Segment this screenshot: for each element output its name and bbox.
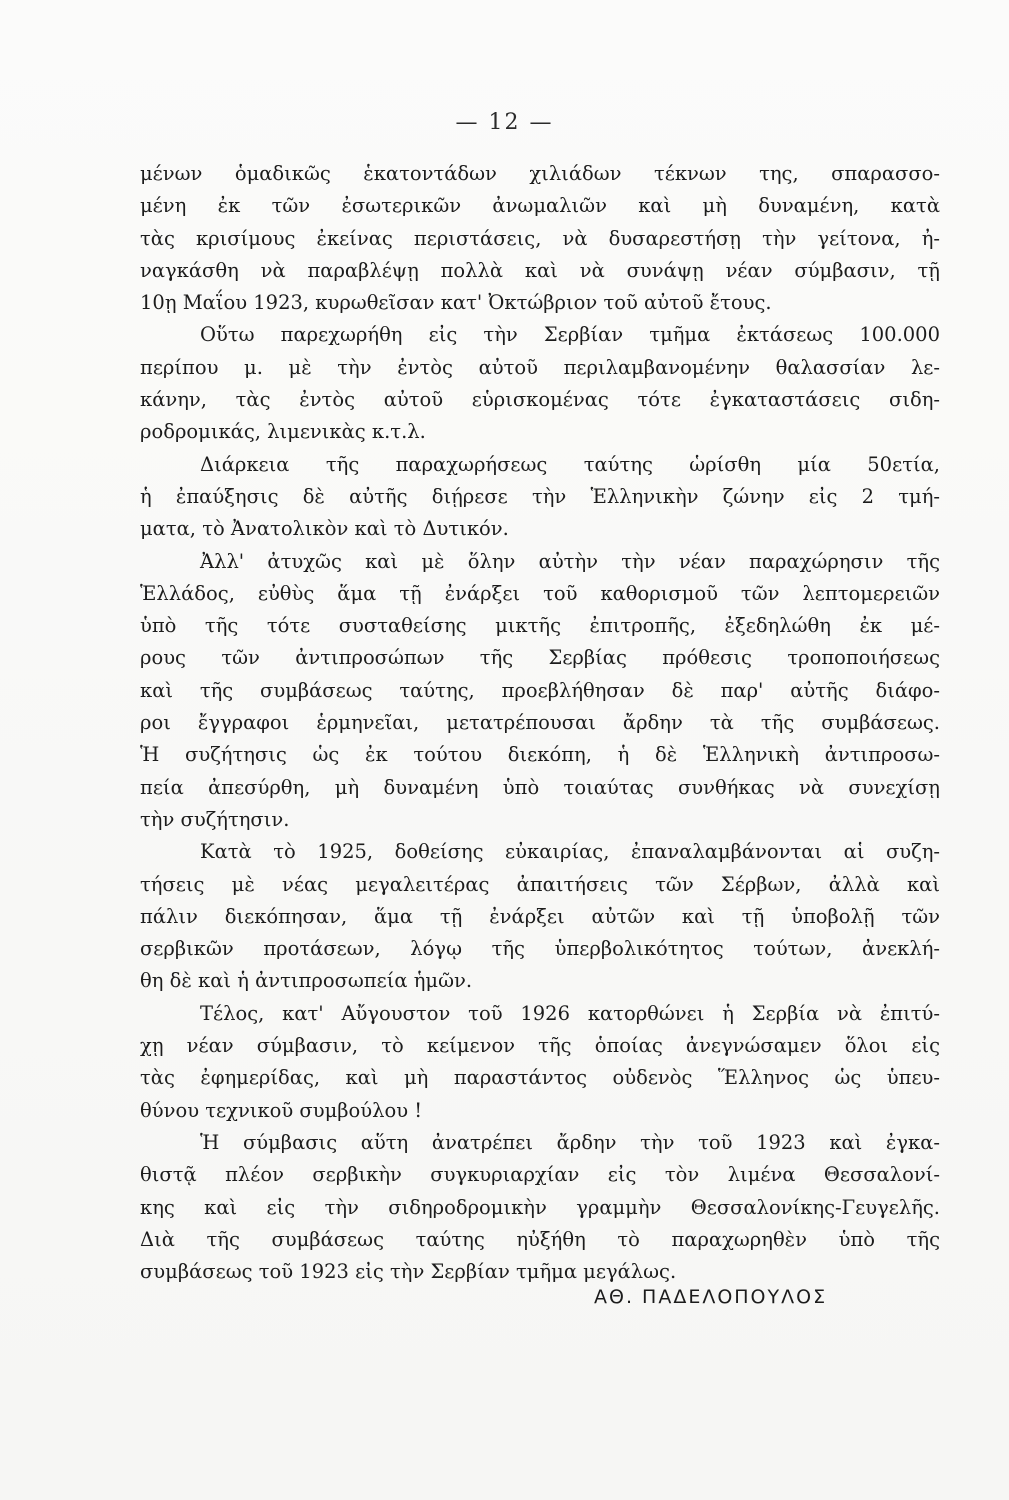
text-line: καὶ τῆς συμβάσεως ταύτης, προεβλήθησαν δὲ παρ' αὐτῆς διάφο- [140, 678, 940, 702]
text-line: μένη ἐκ τῶν ἐσωτερικῶν ἀνωμαλιῶν καὶ μὴ δυναμένη, κατὰ [140, 194, 940, 218]
text-line: θύνου τεχνικοῦ συμβούλου ! [140, 1098, 423, 1122]
text-line: σερβικῶν προτάσεων, λόγῳ τῆς ὑπερβολικότητος τούτων, ἀνεκλή- [140, 937, 940, 961]
page-number: — 12 — [455, 110, 554, 135]
paragraph-start-line: Ἀλλ' ἀτυχῶς καὶ μὲ ὅλην αὐτὴν τὴν νέαν παραχώρησιν τῆς [200, 549, 940, 573]
text-line: Διὰ τῆς συμβάσεως ταύτης ηὐξήθη τὸ παραχωρηθὲν ὑπὸ τῆς [140, 1227, 940, 1251]
text-line: χῃ νέαν σύμβασιν, τὸ κείμενον τῆς ὁποίας ἀνεγνώσαμεν ὅλοι εἰς [140, 1034, 940, 1058]
text-line: θη δὲ καὶ ἡ ἀντιπροσωπεία ἡμῶν. [140, 969, 473, 993]
text-line: ἡ ἐπαύξησις δὲ αὐτῆς διῄρεσε τὴν Ἑλληνικὴν ζώνην εἰς 2 τμή- [140, 484, 940, 508]
text-line: τὰς ἐφημερίδας, καὶ μὴ παραστάντος οὐδενὸς Ἕλληνος ὡς ὑπευ- [140, 1066, 940, 1090]
paragraph-start-line: Κατὰ τὸ 1925, δοθείσης εὐκαιρίας, ἐπαναλαμβάνονται αἱ συζη- [200, 840, 940, 864]
text-line: ὑπὸ τῆς τότε συσταθείσης μικτῆς ἐπιτροπῆς, ἐξεδηλώθη ἐκ μέ- [140, 614, 940, 638]
paragraph-start-line: Οὕτω παρεχωρήθη εἰς τὴν Σερβίαν τμῆμα ἐκτάσεως 100.000 [200, 323, 940, 347]
text-line: ρους τῶν ἀντιπροσώπων τῆς Σερβίας πρόθεσις τροποποιήσεως [140, 646, 940, 670]
text-line: ροδρομικάς, λιμενικὰς κ.τ.λ. [140, 420, 426, 444]
text-line: ναγκάσθη νὰ παραβλέψῃ πολλὰ καὶ νὰ συνάψῃ νέαν σύμβασιν, τῇ [140, 258, 940, 282]
author-signature: ΑΘ. ΠΑΔΕΛΟΠΟΥΛΟΣ [594, 1286, 828, 1308]
text-line: πεία ἀπεσύρθη, μὴ δυναμένη ὑπὸ τοιαύτας συνθήκας νὰ συνεχίσῃ [140, 775, 940, 799]
text-line: ματα, τὸ Ἀνατολικὸν καὶ τὸ Δυτικόν. [140, 517, 509, 541]
text-line: συμβάσεως τοῦ 1923 εἰς τὴν Σερβίαν τμῆμα μεγάλως. [140, 1260, 677, 1284]
text-line: Ἡ συζήτησις ὡς ἐκ τούτου διεκόπη, ἡ δὲ Ἑλληνικὴ ἀντιπροσω- [140, 743, 940, 767]
text-line: κης καὶ εἰς τὴν σιδηροδρομικὴν γραμμὴν Θεσσαλονίκης-Γευγελῆς. [140, 1195, 940, 1219]
text-line: πάλιν διεκόπησαν, ἅμα τῇ ἐνάρξει αὐτῶν καὶ τῇ ὑποβολῇ τῶν [140, 904, 940, 928]
text-line: θιστᾷ πλέον σερβικὴν συγκυριαρχίαν εἰς τὸν λιμένα Θεσσαλονί- [140, 1163, 940, 1187]
text-line: περίπου μ. μὲ τὴν ἐντὸς αὐτοῦ περιλαμβανομένην θαλασσίαν λε- [140, 355, 940, 379]
text-line: 10ῃ Μαΐου 1923, κυρωθεῖσαν κατ' Ὀκτώβριον τοῦ αὐτοῦ ἔτους. [140, 291, 772, 315]
text-line: Ἑλλάδος, εὐθὺς ἅμα τῇ ἐνάρξει τοῦ καθορισμοῦ τῶν λεπτομερειῶν [140, 581, 940, 605]
body-text [140, 158, 940, 1288]
paragraph-start-line: Τέλος, κατ' Αὔγουστον τοῦ 1926 κατορθώνει ἡ Σερβία νὰ ἐπιτύ- [200, 1001, 940, 1025]
text-line: ροι ἔγγραφοι ἑρμηνεῖαι, μετατρέπουσαι ἄρδην τὰ τῆς συμβάσεως. [140, 711, 940, 735]
text-line: μένων ὁμαδικῶς ἑκατοντάδων χιλιάδων τέκνων της, σπαρασσο- [140, 162, 940, 185]
text-line: τὰς κρισίμους ἐκείνας περιστάσεις, νὰ δυσαρεστήσῃ τὴν γείτονα, ἠ- [140, 226, 940, 250]
text-line: τήσεις μὲ νέας μεγαλειτέρας ἀπαιτήσεις τῶν Σέρβων, ἀλλὰ καὶ [140, 872, 940, 896]
text-line: τὴν συζήτησιν. [140, 807, 290, 831]
paragraph-start-line: Ἡ σύμβασις αὕτη ἀνατρέπει ἄρδην τὴν τοῦ 1923 καὶ ἐγκα- [200, 1130, 940, 1154]
paragraph-start-line: Διάρκεια τῆς παραχωρήσεως ταύτης ὡρίσθη μία 50ετία, [200, 452, 940, 476]
text-line: κάνην, τὰς ἐντὸς αὐτοῦ εὑρισκομένας τότε ἐγκαταστάσεις σιδη- [140, 388, 940, 412]
